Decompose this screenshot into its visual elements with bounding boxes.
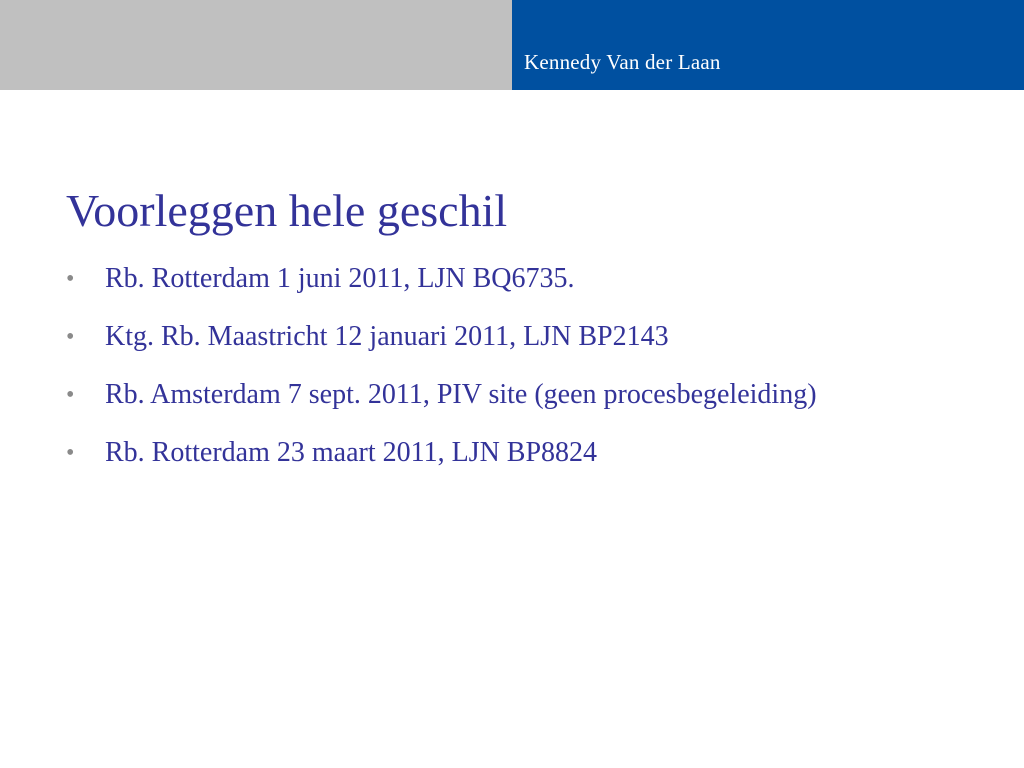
bullet-text: Ktg. Rb. Maastricht 12 januari 2011, LJN BP2143 (105, 321, 669, 352)
bullet-text: Rb. Rotterdam 1 juni 2011, LJN BQ6735. (105, 263, 575, 294)
bullet-marker: • (66, 266, 75, 292)
bullet-text: Rb. Rotterdam 23 maart 2011, LJN BP8824 (105, 437, 598, 468)
slide-title: Voorleggen hele geschil (66, 185, 508, 236)
bullet-item (66, 316, 817, 374)
bullet-marker: • (66, 440, 75, 466)
bullet-marker: • (66, 324, 75, 350)
bullet-list (66, 258, 817, 490)
bullet-text: Rb. Amsterdam 7 sept. 2011, PIV site (geen procesbegeleiding) (105, 379, 817, 410)
bullet-item (66, 432, 817, 490)
bullet-item (66, 374, 817, 432)
header-gray-band (0, 0, 512, 90)
bullet-marker: • (66, 382, 75, 408)
bullet-item (66, 258, 817, 316)
brand-name: Kennedy Van der Laan (524, 50, 721, 74)
header-blue-band (512, 0, 1024, 90)
